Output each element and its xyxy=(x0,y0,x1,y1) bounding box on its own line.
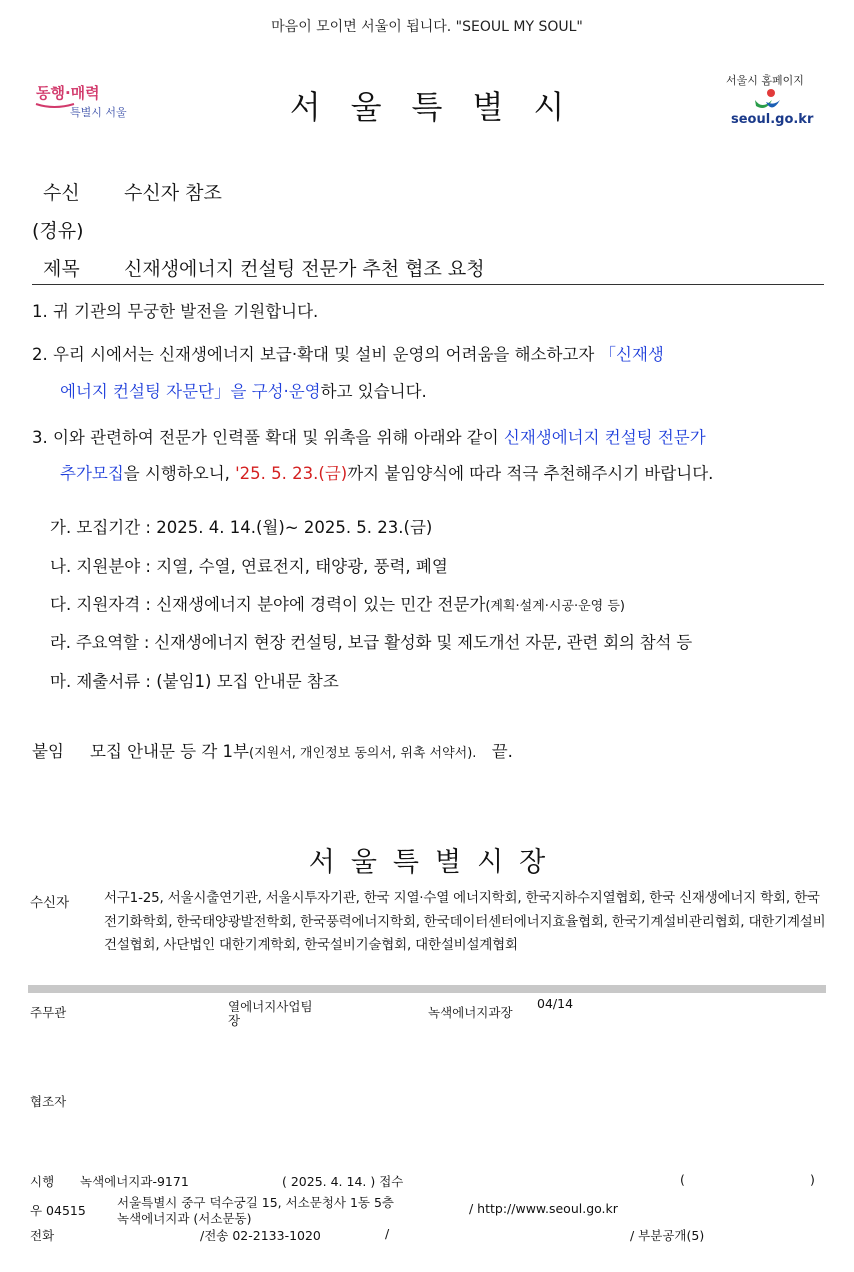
website-link[interactable]: / http://www.seoul.go.kr xyxy=(469,1201,618,1216)
address-line-2: 녹색에너지과 (서소문동) xyxy=(117,1211,252,1226)
attachment-label: 붙임 xyxy=(32,742,64,761)
p3-text-a: 3. 이와 관련하여 전문가 인력풀 확대 및 위촉을 위해 아래와 같이 xyxy=(32,428,504,447)
p2-text-a: 2. 우리 시에서는 신재생에너지 보급·확대 및 설비 운영의 어려움을 해소하고자 xyxy=(32,345,600,364)
item-period-value: 2025. 4. 14.(월)~ 2025. 5. 23.(금) xyxy=(156,518,433,537)
item-period-label: 가. 모집기간 : xyxy=(50,518,157,537)
item-role-value: 신재생에너지 현장 컨설팅, 보급 활성화 및 제도개선 자문, 관련 회의 참석 등 xyxy=(154,633,692,652)
item-documents xyxy=(50,671,339,692)
subject-label: 제목 xyxy=(43,258,80,280)
item-qualification-note: (계획·설계·시공·운영 등) xyxy=(485,599,626,614)
p3-text-f: 까지 붙임양식에 따라 적극 추천해주시기 바랍니다. xyxy=(347,464,714,483)
item-documents-value: (붙임1) 모집 안내문 참조 xyxy=(156,672,339,691)
p2-text-c: 에너지 컨설팅 자문단」을 구성·운영 xyxy=(60,382,321,401)
item-qualification-value: 신재생에너지 분야에 경력이 있는 민간 전문가 xyxy=(156,595,486,614)
team-lead-label-1: 열에너지사업팀 xyxy=(228,999,313,1014)
team-lead-label-2: 장 xyxy=(228,1013,241,1028)
p3-text-b: 신재생에너지 컨설팅 전문가 xyxy=(503,428,706,447)
item-field-label: 나. 지원분야 : xyxy=(50,557,157,576)
item-field xyxy=(50,556,448,577)
item-period xyxy=(50,517,432,538)
approval-band xyxy=(28,985,826,993)
paragraph-1: 1. 귀 기관의 무궁한 발전을 기원합니다. xyxy=(32,302,319,321)
paragraph-3-line-1 xyxy=(32,427,706,448)
item-documents-label: 마. 제출서류 : xyxy=(50,672,157,691)
home-url[interactable]: seoul.go.kr xyxy=(731,112,814,127)
attachment-end: 끝. xyxy=(491,742,513,761)
slogan: 마음이 모이면 서울이 됩니다. "SEOUL MY SOUL" xyxy=(271,19,583,35)
via-label: (경유) xyxy=(32,220,84,242)
item-field-value: 지열, 수열, 연료전지, 태양광, 풍력, 폐열 xyxy=(156,557,448,576)
disclosure-status: / 부분공개(5) xyxy=(630,1228,705,1243)
enforce-date: ( 2025. 4. 14. ) 접수 xyxy=(282,1174,404,1189)
dept-head-label: 녹색에너지과장 xyxy=(428,1005,513,1020)
logo-text-2: 특별시 서울 xyxy=(70,106,127,119)
phone-label: 전화 xyxy=(30,1228,55,1243)
subject-value: 신재생에너지 컨설팅 전문가 추천 협조 요청 xyxy=(124,258,485,280)
p2-text-b: 「신재생 xyxy=(599,345,664,364)
paragraph-2-line-2 xyxy=(60,381,427,402)
attachment-note: (지원서, 개인정보 동의서, 위촉 서약서). xyxy=(249,746,477,761)
item-role-label: 라. 주요역할 : xyxy=(50,633,155,652)
p3-text-e: '25. 5. 23.(금) xyxy=(235,464,348,483)
paragraph-3-line-2 xyxy=(60,463,713,484)
seoul-emblem-icon xyxy=(752,88,782,114)
enforce-value: 녹색에너지과-9171 xyxy=(80,1174,189,1189)
enforce-label: 시행 xyxy=(30,1174,55,1189)
recipients-list: 서구1-25, 서울시출연기관, 서울시투자기관, 한국 지열·수열 에너지학회, 한국지하수지열협회, 한국 신재생에너지 학회, 한국 전기화학회, 한국태양광발전학회, 한국풍력에너지학회, 한국데이터센터에너지효율협회, 한국기계설비관리협회, 대한기계설비건설협회, 사단법인 대한기계학회, 한국설비기술협회, 대한설비설계협회 xyxy=(104,890,826,953)
address-line-1: 서울특별시 중구 덕수궁길 15, 서소문청사 1동 5층 xyxy=(117,1195,394,1210)
org-title: 서울특별시 xyxy=(289,88,595,126)
postal-code: 우 04515 xyxy=(30,1203,86,1218)
approval-date: 04/14 xyxy=(537,996,574,1011)
home-label: 서울시 홈페이지 xyxy=(726,74,804,87)
fax-value: /전송 02-2133-1020 xyxy=(200,1228,321,1243)
manager-label: 주무관 xyxy=(30,1005,67,1020)
header-divider xyxy=(32,284,824,285)
p3-text-c: 추가모집 xyxy=(60,464,124,483)
attachment-value: 모집 안내문 등 각 1부 xyxy=(90,742,249,761)
contact-slash: / xyxy=(385,1226,390,1241)
item-role xyxy=(50,632,692,653)
item-qualification xyxy=(50,594,625,616)
receipt-open: ( xyxy=(680,1172,685,1187)
paragraph-2-line-1 xyxy=(32,344,664,365)
attachment-line xyxy=(90,741,513,763)
to-value: 수신자 참조 xyxy=(124,182,222,204)
cooperator-label: 협조자 xyxy=(30,1094,67,1109)
signature: 서울특별시장 xyxy=(308,847,562,878)
recipients-label: 수신자 xyxy=(30,895,70,911)
logo-text-1: 동행·매력 xyxy=(36,84,100,102)
item-qualification-label: 다. 지원자격 : xyxy=(50,595,157,614)
p2-text-d: 하고 있습니다. xyxy=(320,382,427,401)
receipt-close: ) xyxy=(810,1172,815,1187)
to-label: 수신 xyxy=(43,182,80,204)
p3-text-d: 을 시행하오니, xyxy=(123,464,236,483)
